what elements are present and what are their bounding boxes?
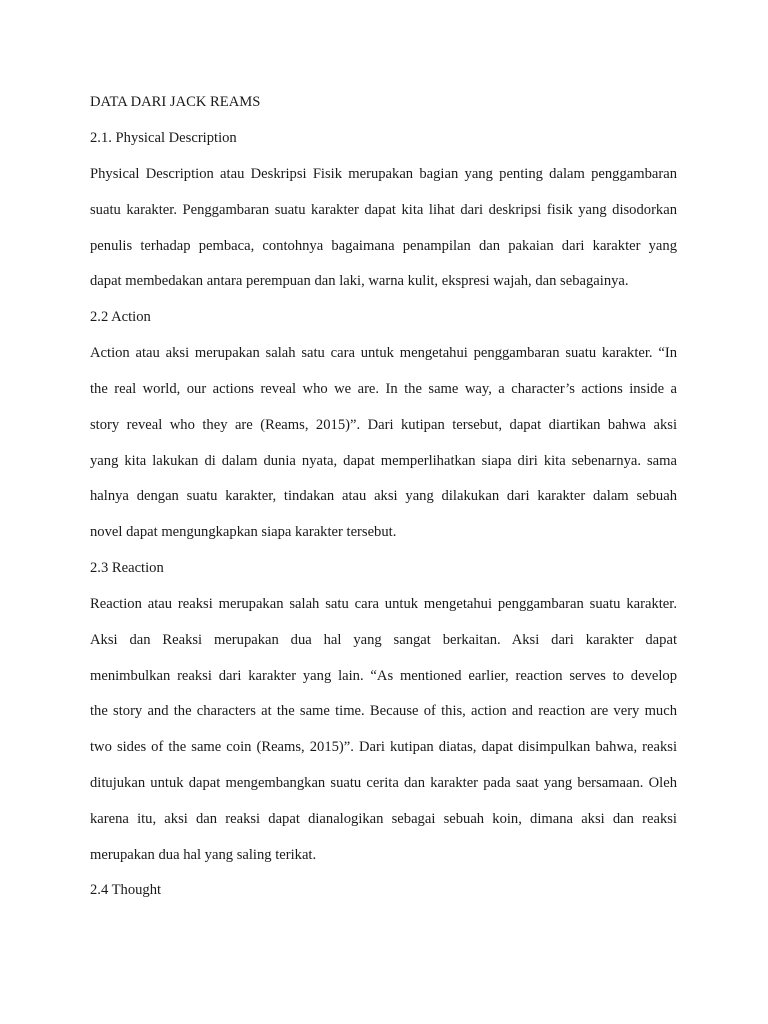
paragraph-line: the story and the characters at the same time. Because of this, action and reaction are very much [90,703,677,720]
paragraph-line: halnya dengan suatu karakter, tindakan atau aksi yang dilakukan dari karakter dalam sebuah [90,488,677,505]
paragraph-line: penulis terhadap pembaca, contohnya bagaimana penampilan dan pakaian dari karakter yang [90,237,677,254]
paragraph-line: two sides of the same coin (Reams, 2015)”. Dari kutipan diatas, dapat disimpulkan bahwa, reaksi [90,739,677,756]
paragraph-line: Action atau aksi merupakan salah satu cara untuk mengetahui penggambaran suatu karakter. “In [90,345,677,362]
section-heading-reaction: 2.3 Reaction [90,559,164,576]
paragraph-line: dapat membedakan antara perempuan dan laki, warna kulit, ekspresi wajah, dan sebagainya. [90,273,629,290]
paragraph-physical-description [90,160,677,303]
paragraph-line: yang kita lakukan di dalam dunia nyata, dapat memperlihatkan siapa diri kita sebenarnya. sama [90,452,677,469]
paragraph-line: Aksi dan Reaksi merupakan dua hal yang sangat berkaitan. Aksi dari karakter dapat [90,631,677,648]
document-title: DATA DARI JACK REAMS [90,94,261,110]
paragraph-action [90,339,677,554]
paragraph-line: story reveal who they are (Reams, 2015)”. Dari kutipan tersebut, dapat diartikan bahwa aksi [90,416,677,433]
paragraph-line: suatu karakter. Penggambaran suatu karakter dapat kita lihat dari deskripsi fisik yang disodorkan [90,201,677,218]
paragraph-line: Physical Description atau Deskripsi Fisik merupakan bagian yang penting dalam penggambaran [90,166,677,182]
section-heading-physical-description: 2.1. Physical Description [90,130,237,146]
paragraph-line: ditujukan untuk dapat mengembangkan suatu cerita dan karakter pada saat yang bersamaan. Oleh [90,774,677,791]
paragraph-line: merupakan dua hal yang saling terikat. [90,846,317,863]
section-heading-thought: 2.4 Thought [90,882,162,899]
paragraph-line: karena itu, aksi dan reaksi dapat dianalogikan sebagai sebuah koin, dimana aksi dan reaksi [90,810,677,827]
paragraph-reaction [90,590,677,876]
paragraph-line: novel dapat mengungkapkan siapa karakter tersebut. [90,524,397,541]
paragraph-line: Reaction atau reaksi merupakan salah satu cara untuk mengetahui penggambaran suatu karakter. [90,595,677,612]
paragraph-line: the real world, our actions reveal who we are. In the same way, a character’s actions inside a [90,380,677,397]
paragraph-line: menimbulkan reaksi dari karakter yang lain. “As mentioned earlier, reaction serves to develop [90,667,677,684]
document-page [90,88,677,912]
section-heading-action: 2.2 Action [90,309,151,326]
